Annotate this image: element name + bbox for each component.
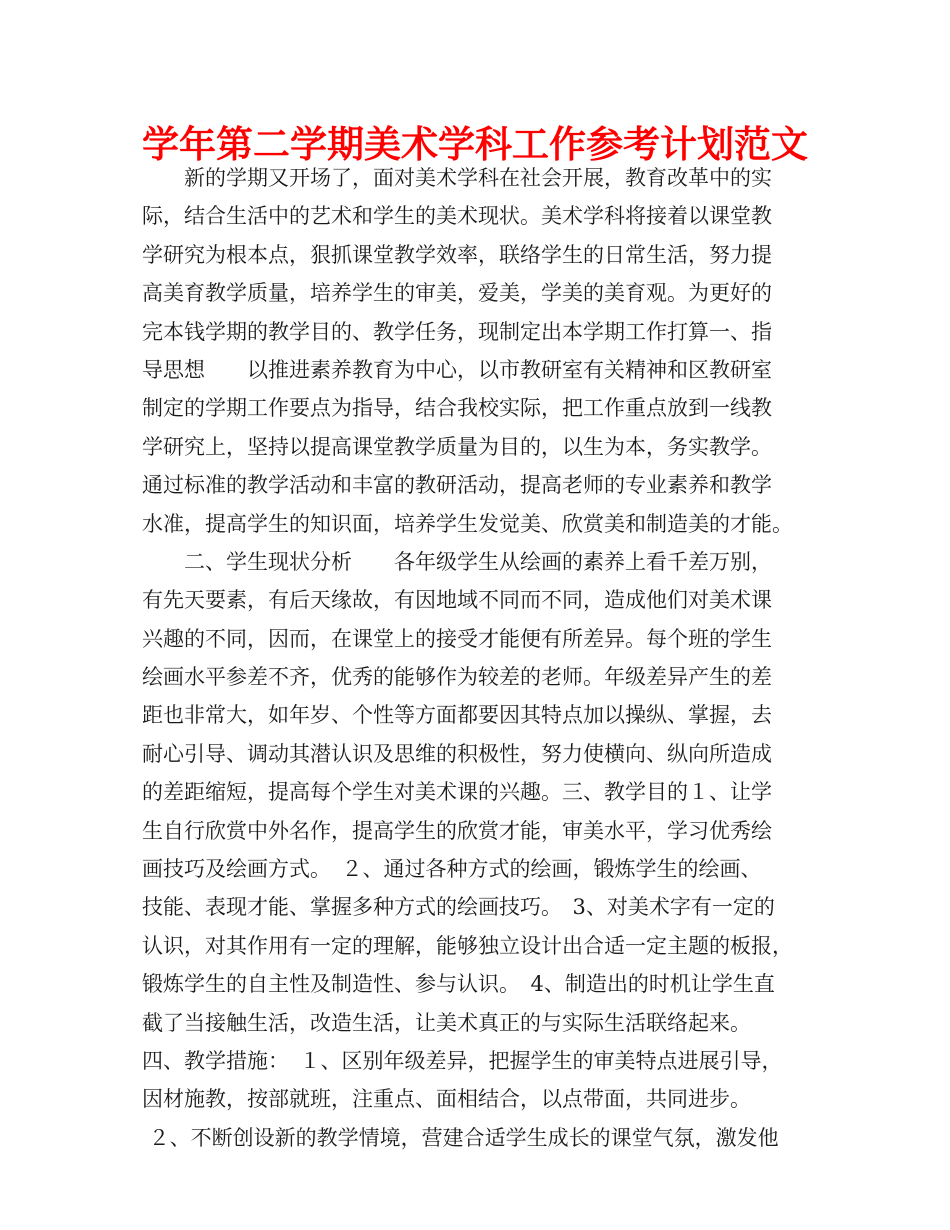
text-line: 学研究为根本点，狠抓课堂教学效率，联络学生的日常生活，努力提	[142, 242, 772, 267]
text-line: 锻炼学生的自主性及制造性、参与认识。 4、制造出的时机让学生直	[142, 972, 775, 997]
text-line: 绘画水平参差不齐，优秀的能够作为较差的老师。年级差异产生的差	[142, 665, 772, 690]
text-line: 因材施教，按部就班，注重点、面相结合，以点带面，共同进步。	[142, 1087, 751, 1112]
text-line: ２、不断创设新的教学情境，营建合适学生成长的课堂气氛，激发他	[142, 1125, 779, 1150]
text-line: 生自行欣赏中外名作，提高学生的欣赏才能，审美水平，学习优秀绘	[142, 818, 772, 843]
text-line: 高美育教学质量，培养学生的审美，爱美，学美的美育观。为更好的	[142, 281, 772, 306]
text-line: 二、学生现状分析 各年级学生从绘画的素养上看千差万别，	[142, 549, 772, 574]
text-line: 技能、表现才能、掌握多种方式的绘画技巧。 3、对美术字有一定的	[142, 895, 775, 920]
document-title: 学年第二学期美术学科工作参考计划范文	[142, 123, 808, 166]
text-line: 距也非常大，如年岁、个性等方面都要因其特点加以操纵、掌握，去	[142, 703, 772, 728]
text-line: 的差距缩短，提高每个学生对美术课的兴趣。三、教学目的１、让学	[142, 780, 772, 805]
text-line: 认识，对其作用有一定的理解，能够独立设计出合适一定主题的板报，	[142, 933, 793, 958]
document-body	[142, 159, 822, 1157]
text-line: 学研究上，坚持以提高课堂教学质量为目的，以生为本，务实教学。	[142, 434, 772, 459]
text-line: 画技巧及绘画方式。 ２、通过各种方式的绘画，锻炼学生的绘画、	[142, 857, 762, 882]
text-line: 有先天要素，有后天缘故，有因地域不同而不同，造成他们对美术课	[142, 588, 772, 613]
text-line: 新的学期又开场了，面对美术学科在社会开展，教育改革中的实	[142, 166, 772, 190]
text-line: 制定的学期工作要点为指导，结合我校实际，把工作重点放到一线教	[142, 396, 772, 421]
text-line: 通过标准的教学活动和丰富的教研活动，提高老师的专业素养和教学	[142, 473, 772, 498]
text-line: 兴趣的不同，因而，在课堂上的接受才能便有所差异。每个班的学生	[142, 626, 772, 651]
text-line: 际，结合生活中的艺术和学生的美术现状。美术学科将接着以课堂教	[142, 204, 772, 229]
text-line: 水准，提高学生的知识面，培养学生发觉美、欣赏美和制造美的才能。	[142, 511, 793, 536]
text-line: 导思想 以推进素养教育为中心，以市教研室有关精神和区教研室	[142, 357, 772, 382]
text-line: 耐心引导、调动其潜认识及思维的积极性，努力使横向、纵向所造成	[142, 741, 772, 766]
text-line: 截了当接触生活，改造生活，让美术真正的与实际生活联络起来。	[142, 1010, 751, 1035]
text-line: 四、教学措施： １、区别年级差异，把握学生的审美特点进展引导，	[142, 1048, 783, 1073]
text-line: 完本钱学期的教学目的、教学任务，现制定出本学期工作打算一、指	[142, 319, 772, 344]
